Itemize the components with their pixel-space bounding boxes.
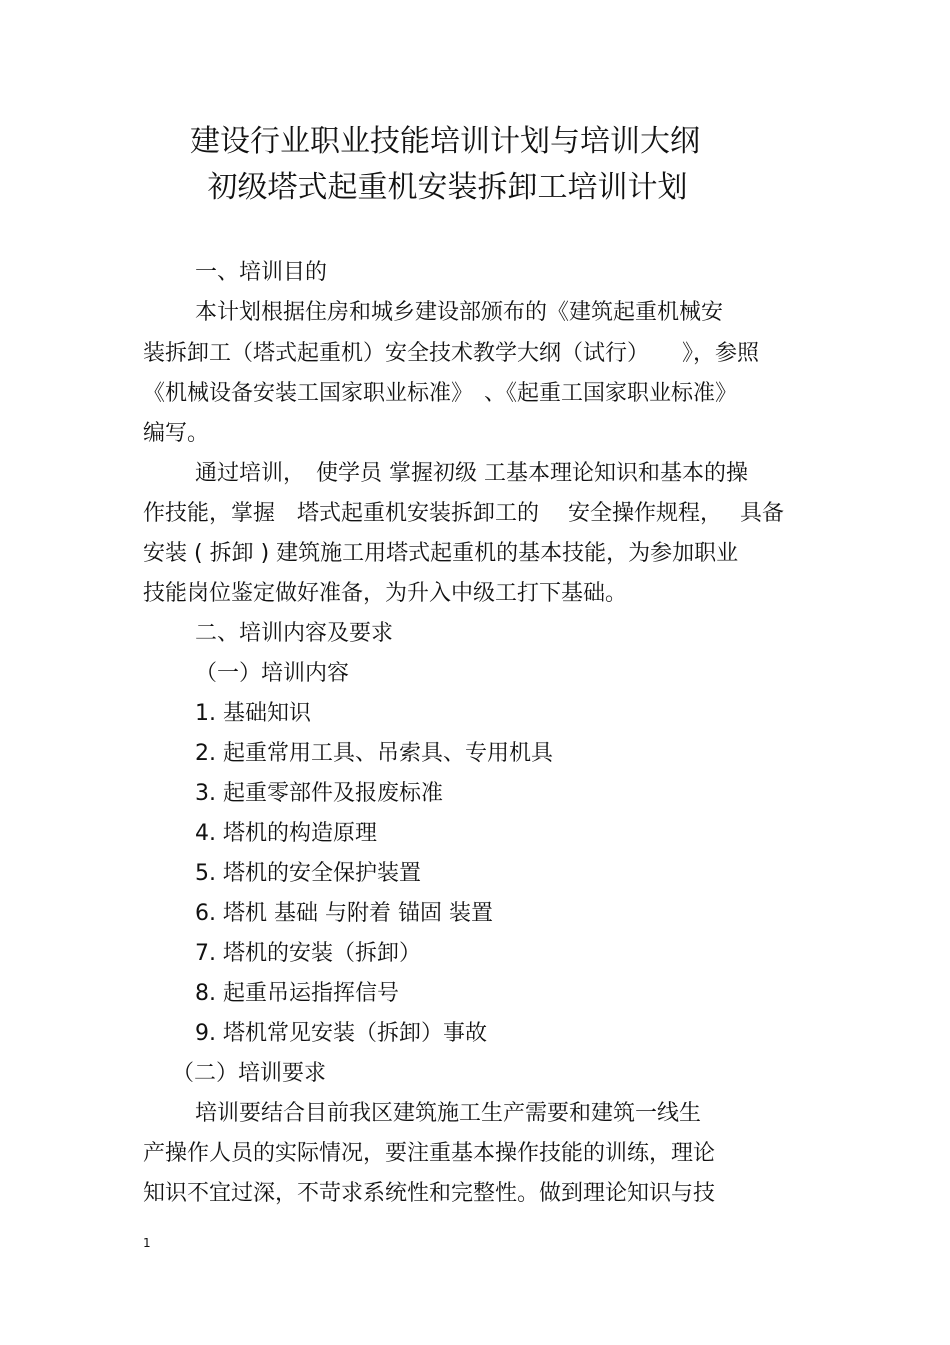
paragraph-3-line-1: 培训要结合目前我区建筑施工生产需要和建筑一线生 — [195, 1101, 702, 1126]
paragraph-1-line-1: 本计划根据住房和城乡建设部颁布的《建筑起重机械安 — [195, 300, 724, 325]
paragraph-2-line-4: 技能岗位鉴定做好准备，为升入中级工打下基础。 — [143, 581, 628, 606]
section-1-heading: 一、培训目的 — [195, 260, 328, 285]
subsection-1-heading: （一）培训内容 — [195, 661, 350, 686]
content-item: 8. 起重吊运指挥信号 — [195, 981, 399, 1006]
paragraph-1-line-2: 装拆卸工（塔式起重机）安全技术教学大纲（试行） 》，参照 — [143, 341, 760, 366]
content-item: 9. 塔机常见安装（拆卸）事故 — [195, 1021, 487, 1046]
paragraph-1-line-4: 编写。 — [143, 421, 210, 446]
content-item: 6. 塔机 基础 与附着 锚固 装置 — [195, 901, 493, 926]
page-number: 1 — [143, 1236, 151, 1250]
document-title-line-2: 初级塔式起重机安装拆卸工培训计划 — [207, 170, 688, 205]
paragraph-2-line-3: 安装 ( 拆卸 ) 建筑施工用塔式起重机的基本技能，为参加职业 — [143, 541, 739, 566]
section-2-heading: 二、培训内容及要求 — [195, 621, 394, 646]
paragraph-3-line-2: 产操作人员的实际情况，要注重基本操作技能的训练，理论 — [143, 1141, 716, 1166]
content-item: 4. 塔机的构造原理 — [195, 821, 377, 846]
paragraph-3-line-3: 知识不宜过深，不苛求系统性和完整性。做到理论知识与技 — [143, 1181, 716, 1206]
content-item: 3. 起重零部件及报废标准 — [195, 781, 443, 806]
paragraph-1-line-3: 《机械设备安装工国家职业标准》 、《起重工国家职业标准》 — [143, 381, 738, 406]
paragraph-2-line-1: 通过培训， 使学员 掌握初级 工基本理论知识和基本的操 — [195, 461, 748, 486]
content-item: 5. 塔机的安全保护装置 — [195, 861, 421, 886]
document-title-line-1: 建设行业职业技能培训计划与培训大纲 — [190, 124, 700, 159]
content-item: 7. 塔机的安装（拆卸） — [195, 941, 421, 966]
subsection-2-heading: （二）培训要求 — [172, 1061, 327, 1086]
content-item: 2. 起重常用工具、吊索具、专用机具 — [195, 741, 553, 766]
paragraph-2-line-2: 作技能，掌握 塔式起重机安装拆卸工的 安全操作规程， 具备 — [143, 501, 784, 526]
content-item: 1. 基础知识 — [195, 701, 311, 726]
